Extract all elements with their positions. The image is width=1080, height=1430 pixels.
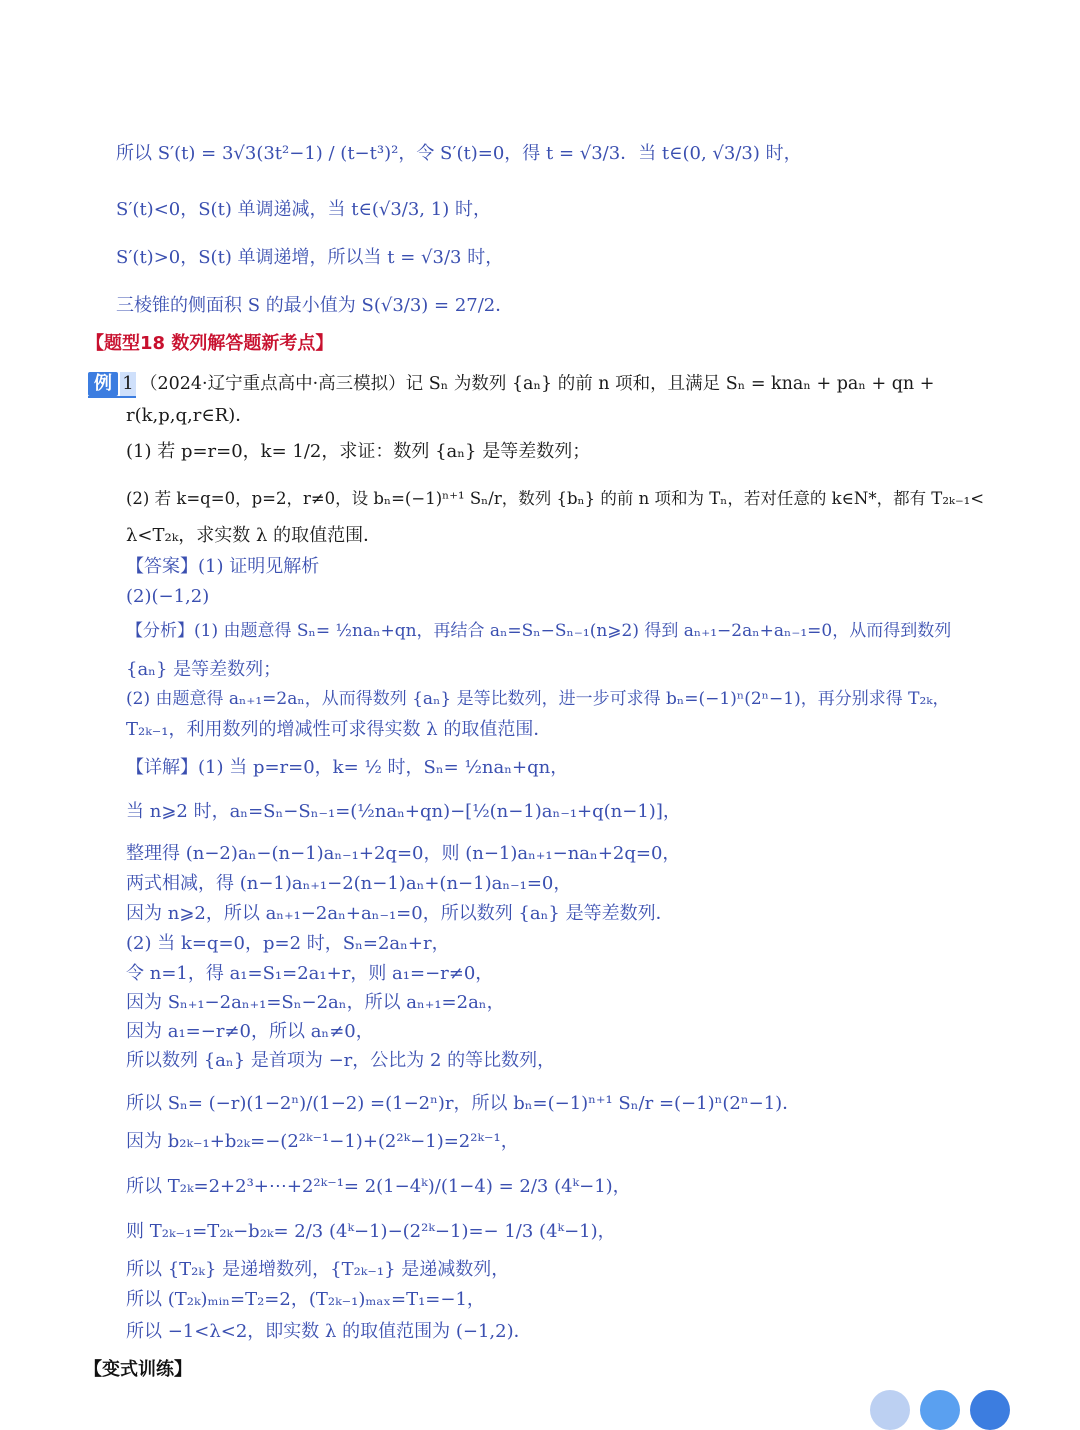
section-heading: 【题型18 数列解答题新考点】	[86, 333, 334, 354]
detail-line: 因为 b₂ₖ₋₁+b₂ₖ=−(2²ᵏ⁻¹−1)+(2²ᵏ−1)=2²ᵏ⁻¹，	[126, 1131, 519, 1152]
analysis-line: 【分析】(1) 由题意得 Sₙ= ½naₙ+qn，再结合 aₙ=Sₙ−Sₙ₋₁(n⩾2) 得到 aₙ₊₁−2aₙ+aₙ₋₁=0，从而得到数列	[126, 621, 952, 641]
detail-line: 两式相减，得 (n−1)aₙ₊₁−2(n−1)aₙ+(n−1)aₙ₋₁=0，	[126, 873, 572, 894]
detail-line: 所以 {T₂ₖ} 是递增数列，{T₂ₖ₋₁} 是递减数列，	[126, 1259, 510, 1280]
detail-line: 则 T₂ₖ₋₁=T₂ₖ−b₂ₖ= 2/3 (4ᵏ−1)−(2²ᵏ−1)=− 1/3 (4ᵏ−1)，	[126, 1221, 616, 1242]
detail-line: 因为 n⩾2，所以 aₙ₊₁−2aₙ+aₙ₋₁=0，所以数列 {aₙ} 是等差数列．	[126, 903, 674, 924]
detail-line: 因为 a₁=−r≠0，所以 aₙ≠0，	[126, 1021, 374, 1042]
detail-line: 【详解】(1) 当 p=r=0，k= ½ 时，Sₙ= ½naₙ+qn，	[126, 757, 569, 778]
example-number: 1	[120, 372, 136, 396]
detail-line: 因为 Sₙ₊₁−2aₙ₊₁=Sₙ−2aₙ，所以 aₙ₊₁=2aₙ，	[126, 992, 505, 1013]
detail-line: 当 n⩾2 时，aₙ=Sₙ−Sₙ₋₁=(½naₙ+qn)−[½(n−1)aₙ₋₁+q(n−1)]，	[126, 801, 681, 822]
analysis-line: {aₙ} 是等差数列；	[126, 659, 282, 680]
analysis-line: T₂ₖ₋₁，利用数列的增减性可求得实数 λ 的取值范围．	[126, 719, 552, 740]
detail-line: 所以数列 {aₙ} 是首项为 −r，公比为 2 的等比数列，	[126, 1050, 556, 1071]
question-1: (1) 若 p=r=0，k= 1/2，求证：数列 {aₙ} 是等差数列；	[126, 441, 591, 462]
answer-line: 【答案】(1) 证明见解析	[126, 556, 320, 577]
analysis-line: (2) 由题意得 aₙ₊₁=2aₙ，从而得数列 {aₙ} 是等比数列，进一步可求得 bₙ=(−1)ⁿ(2ⁿ−1)，再分别求得 T₂ₖ，	[126, 689, 950, 709]
decorative-circle	[870, 1390, 910, 1430]
example-stem-2: r(k,p,q,r∈R)．	[126, 405, 254, 426]
decorative-circle	[920, 1390, 960, 1430]
detail-line: 所以 T₂ₖ=2+2³+⋯+2²ᵏ⁻¹= 2(1−4ᵏ)/(1−4) = 2/3 (4ᵏ−1)，	[126, 1176, 631, 1197]
question-2-line-2: λ<T₂ₖ，求实数 λ 的取值范围．	[126, 525, 382, 546]
example-badge: 例	[88, 372, 118, 396]
solution-line-3: S′(t)>0，S(t) 单调递增，所以当 t = √3/3 时，	[116, 247, 504, 268]
solution-line-1: 所以 S′(t) = 3√3(3t²−1) / (t−t³)²，令 S′(t)=0，得 t = √3/3．当 t∈(0, √3/3) 时，	[116, 143, 802, 164]
detail-line: (2) 当 k=q=0，p=2 时，Sₙ=2aₙ+r，	[126, 933, 450, 954]
decorative-circle	[970, 1390, 1010, 1430]
detail-line: 所以 (T₂ₖ)ₘᵢₙ=T₂=2，(T₂ₖ₋₁)ₘₐₓ=T₁=−1，	[126, 1289, 485, 1310]
detail-line: 所以 −1<λ<2，即实数 λ 的取值范围为 (−1,2)．	[126, 1321, 532, 1342]
example-stem-1: （2024·辽宁重点高中·高三模拟）记 Sₙ 为数列 {aₙ} 的前 n 项和，且满足 Sₙ = knaₙ + paₙ + qn +	[140, 374, 935, 394]
detail-line: 所以 Sₙ= (−r)(1−2ⁿ)/(1−2) =(1−2ⁿ)r，所以 bₙ=(−1)ⁿ⁺¹ Sₙ/r =(−1)ⁿ(2ⁿ−1)．	[126, 1093, 801, 1114]
training-heading: 【变式训练】	[84, 1359, 192, 1380]
detail-line: 令 n=1，得 a₁=S₁=2a₁+r，则 a₁=−r≠0，	[126, 963, 494, 984]
question-2-line-1: (2) 若 k=q=0，p=2，r≠0，设 bₙ=(−1)ⁿ⁺¹ Sₙ/r，数列 {bₙ} 的前 n 项和为 Tₙ，若对任意的 k∈N*，都有 T₂ₖ₋₁<	[126, 489, 985, 508]
solution-line-2: S′(t)<0，S(t) 单调递减，当 t∈(√3/3, 1) 时，	[116, 199, 491, 220]
example-underline	[88, 396, 136, 398]
solution-line-4: 三棱锥的侧面积 S 的最小值为 S(√3/3) = 27/2．	[116, 295, 514, 316]
answer-line: (2)(−1,2)	[126, 586, 210, 607]
detail-line: 整理得 (n−2)aₙ−(n−1)aₙ₋₁+2q=0，则 (n−1)aₙ₊₁−naₙ+2q=0，	[126, 843, 681, 864]
